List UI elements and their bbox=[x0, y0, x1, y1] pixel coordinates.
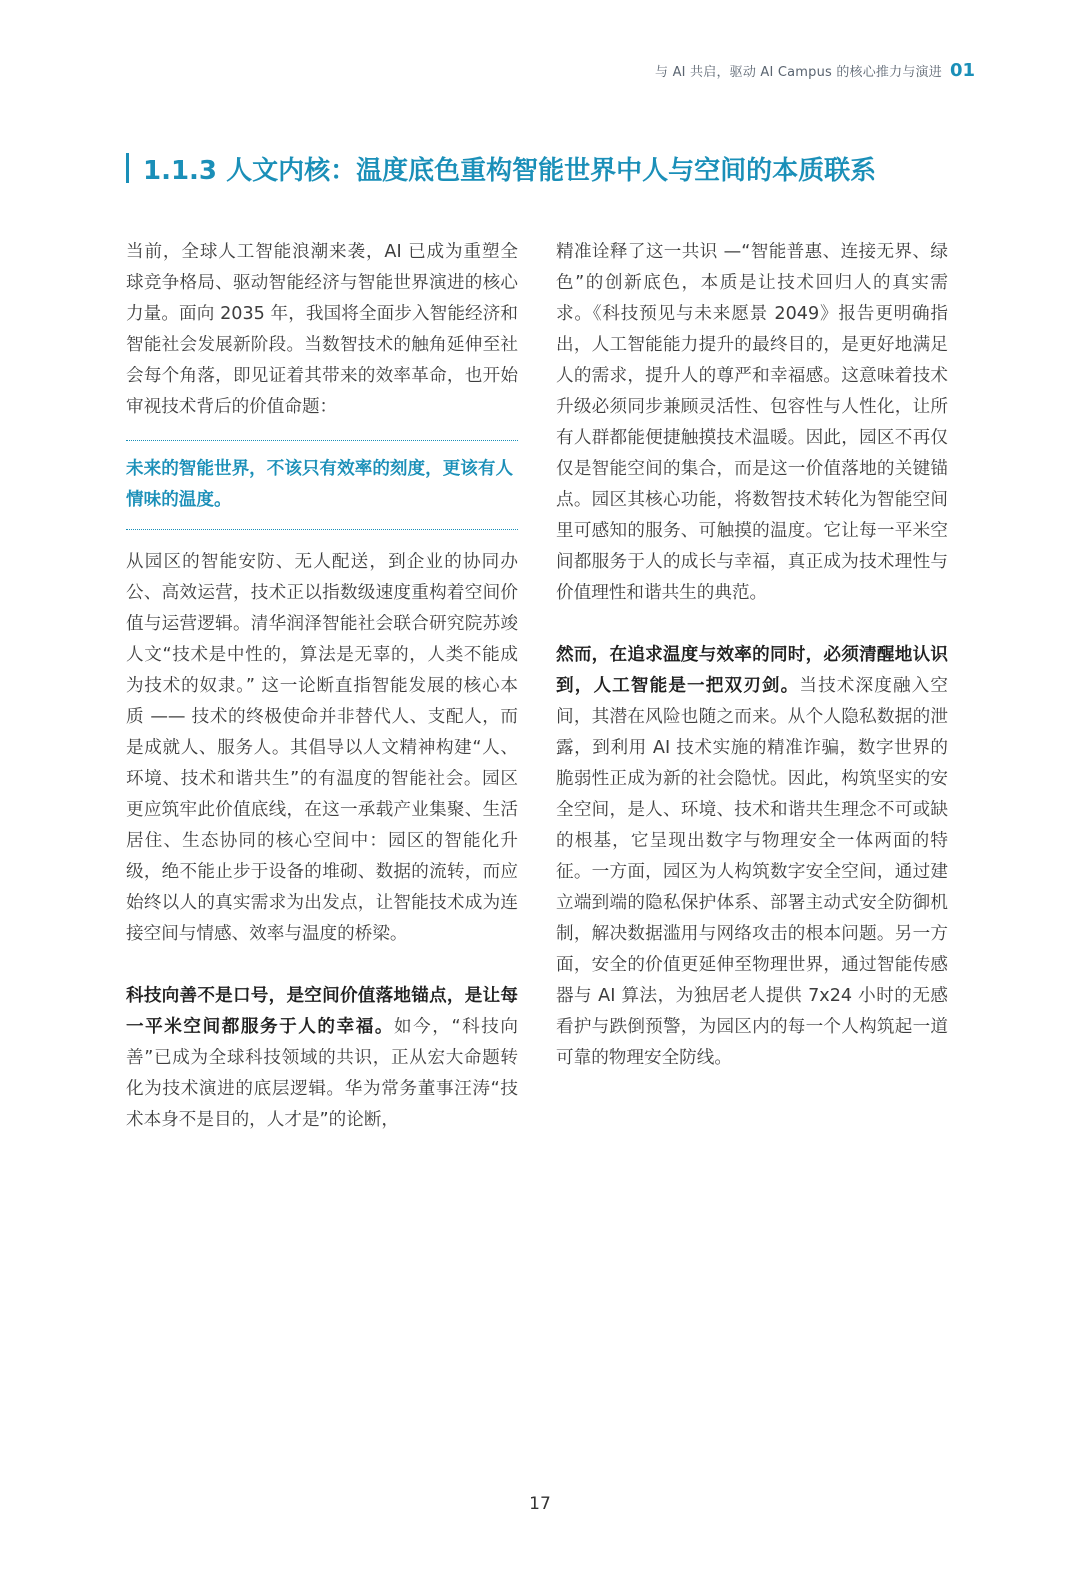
callout-box bbox=[126, 440, 518, 530]
left-column bbox=[126, 237, 518, 1136]
chapter-number: 01 bbox=[949, 60, 975, 81]
left-paragraph-3-lead: 科技向善不是口号，是空间价值落地锚点，是让每一平米空间都服务于人的幸福。 bbox=[126, 986, 518, 1037]
callout-quote: 未来的智能世界，不该只有效率的刻度，更该有人情味的温度。 bbox=[126, 459, 514, 510]
left-paragraph-1: 当前，全球人工智能浪潮来袭，AI 已成为重塑全球竞争格局、驱动智能经济与智能世界演进的核心力量。面向 2035 年，我国将全面步入智能经济和智能社会发展新阶段。当数智技术的触角延伸至社会每个角落，即见证着其带来的效率革命，也开始审视技术背后的价值命题： bbox=[126, 242, 518, 417]
section-title: 1.1.3 人文内核：温度底色重构智能世界中人与空间的本质联系 bbox=[143, 155, 877, 186]
left-paragraph-3-body: 如今，“科技向善”已成为全球科技领域的共识，正从宏大命题转化为技术演进的底层逻辑。华为常务董事汪涛“技术本身不是目的，人才是”的论断， bbox=[126, 1017, 518, 1130]
running-header-title: 与 AI 共启，驱动 AI Campus 的核心推力与演进 bbox=[655, 65, 942, 80]
heading-accent-bar bbox=[126, 153, 129, 183]
running-header bbox=[655, 60, 975, 81]
section-heading bbox=[126, 150, 876, 186]
right-column bbox=[556, 237, 948, 1074]
right-paragraph-2 bbox=[556, 640, 948, 1074]
left-paragraph-3 bbox=[126, 981, 518, 1136]
right-paragraph-2-lead: 然而，在追求温度与效率的同时，必须清醒地认识到，人工智能是一把双刃剑。 bbox=[556, 645, 948, 696]
right-paragraph-1: 精准诠释了这一共识 —“智能普惠、连接无界、绿色”的创新底色，本质是让技术回归人的真实需求。《科技预见与未来愿景 2049》报告更明确指出，人工智能能力提升的最终目的，是更好地满足人的需求，提升人的尊严和幸福感。这意味着技术升级必须同步兼顾灵活性、包容性与人性化，让所有人群都能便捷触摸技术温暖。因此，园区不再仅仅是智能空间的集合，而是这一价值落地的关键锚点。园区其核心功能，将数智技术转化为智能空间里可感知的服务、可触摸的温度。它让每一平米空间都服务于人的成长与幸福，真正成为技术理性与价值理性和谐共生的典范。 bbox=[556, 242, 948, 603]
right-paragraph-2-body: 当技术深度融入空间，其潜在风险也随之而来。从个人隐私数据的泄露，到利用 AI 技术实施的精准诈骗，数字世界的脆弱性正成为新的社会隐忧。因此，构筑坚实的安全空间，是人、环境、技术和谐共生理念不可或缺的根基，它呈现出数字与物理安全一体两面的特征。一方面，园区为人构筑数字安全空间，通过建立端到端的隐私保护体系、部署主动式安全防御机制，解决数据滥用与网络攻击的根本问题。另一方面，安全的价值更延伸至物理世界，通过智能传感器与 AI 算法，为独居老人提供 7x24 小时的无感看护与跌倒预警，为园区内的每一个人构筑起一道可靠的物理安全防线。 bbox=[556, 676, 948, 1068]
page-number: 17 bbox=[529, 1494, 551, 1514]
left-paragraph-2: 从园区的智能安防、无人配送，到企业的协同办公、高效运营，技术正以指数级速度重构着空间价值与运营逻辑。清华润泽智能社会联合研究院苏竣人文“技术是中性的，算法是无辜的，人类不能成为技术的奴隶。” 这一论断直指智能发展的核心本质 —— 技术的终极使命并非替代人、支配人，而是成就人、服务人。其倡导以人文精神构建“人、环境、技术和谐共生”的有温度的智能社会。园区更应筑牢此价值底线，在这一承载产业集聚、生活居住、生态协同的核心空间中：园区的智能化升级，绝不能止步于设备的堆砌、数据的流转，而应始终以人的真实需求为出发点，让智能技术成为连接空间与情感、效率与温度的桥梁。 bbox=[126, 552, 518, 944]
